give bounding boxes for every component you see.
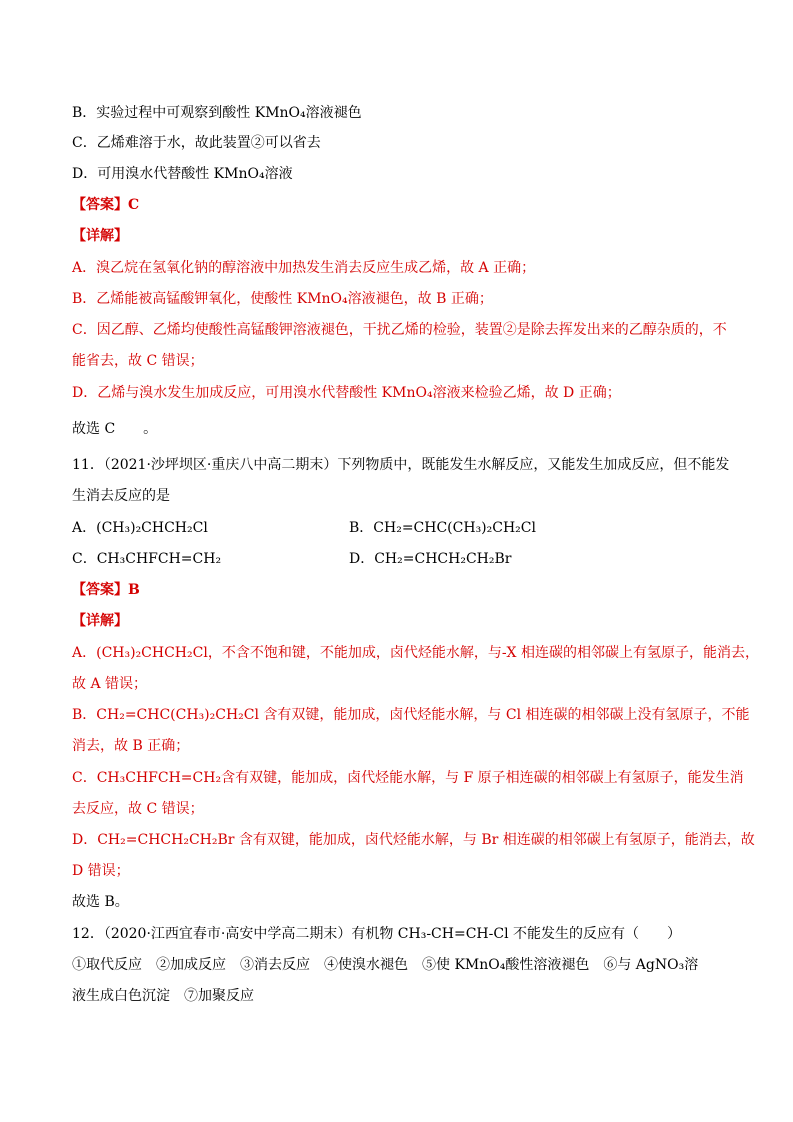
q11-option-a: A．(CH₃)₂CHCH₂Cl xyxy=(72,520,208,536)
q10-detail-heading: 【详解】 xyxy=(72,228,128,244)
q11-detail-heading: 【详解】 xyxy=(72,613,128,629)
q10-option-d: D．可用溴水代替酸性 KMnO₄溶液 xyxy=(72,166,293,182)
q10-conclusion: 故选 C 。 xyxy=(72,421,158,437)
q10-explain-c-line2: 能省去，故 C 错误； xyxy=(72,353,204,369)
q11-explain-b-line2: 消去，故 B 正确； xyxy=(72,738,190,754)
q11-option-d: D．CH₂=CHCH₂CH₂Br xyxy=(349,551,512,567)
q11-explain-d-line2: D 错误； xyxy=(72,863,130,879)
q11-option-b: B．CH₂=CHC(CH₃)₂CH₂Cl xyxy=(349,520,536,536)
q10-explain-c-line1: C．因乙醇、乙烯均使酸性高锰酸钾溶液褪色，干扰乙烯的检验，装置②是除去挥发出来的乙醇杂质的，不 xyxy=(72,322,727,338)
q12-options-line2: 液生成白色沉淀 ⑦加聚反应 xyxy=(72,988,254,1004)
q11-stem-line2: 生消去反应的是 xyxy=(72,488,170,504)
q11-explain-a-line1: A．(CH₃)₂CHCH₂Cl，不含不饱和键，不能加成，卤代烃能水解，与-X 相连碳的相邻碳上有氢原子，能消去， xyxy=(72,645,759,661)
q11-conclusion: 故选 B。 xyxy=(72,894,129,910)
q12-stem: 12．（2020·江西宜春市·高安中学高二期末）有机物 CH₃-CH=CH-Cl 不能发生的反应有（ ） xyxy=(72,926,681,942)
q11-explain-b-line1: B．CH₂=CHC(CH₃)₂CH₂Cl 含有双键，能加成，卤代烃能水解，与 Cl 相连碳的相邻碳上没有氢原子，不能 xyxy=(72,707,750,723)
q10-option-b: B．实验过程中可观察到酸性 KMnO₄溶液褪色 xyxy=(72,105,362,121)
q11-explain-a-line2: 故 A 错误； xyxy=(72,676,148,692)
q11-answer: 【答案】B xyxy=(72,582,140,598)
q11-option-c: C．CH₃CHFCH=CH₂ xyxy=(72,551,222,567)
q12-options-line1: ①取代反应 ②加成反应 ③消去反应 ④使溴水褪色 ⑤使 KMnO₄酸性溶液褪色 ⑥与 AgNO₃溶 xyxy=(72,957,699,973)
q10-answer: 【答案】C xyxy=(72,197,140,213)
q11-explain-d-line1: D．CH₂=CHCH₂CH₂Br 含有双键，能加成，卤代烃能水解，与 Br 相连碳的相邻碳上有氢原子，能消去，故 xyxy=(72,832,755,848)
q10-explain-a: A．溴乙烷在氢氧化钠的醇溶液中加热发生消去反应生成乙烯，故 A 正确； xyxy=(72,260,536,276)
q11-explain-c-line1: C．CH₃CHFCH=CH₂含有双键，能加成，卤代烃能水解，与 F 原子相连碳的相邻碳上有氢原子，能发生消 xyxy=(72,770,744,786)
q11-stem-line1: 11．（2021·沙坪坝区·重庆八中高二期末）下列物质中，既能发生水解反应，又能发生加成反应，但不能发 xyxy=(72,457,730,473)
q10-option-c: C．乙烯难溶于水，故此装置②可以省去 xyxy=(72,135,321,151)
q11-explain-c-line2: 去反应，故 C 错误； xyxy=(72,801,204,817)
q10-explain-b: B．乙烯能被高锰酸钾氧化，使酸性 KMnO₄溶液褪色，故 B 正确； xyxy=(72,291,493,307)
q10-explain-d: D．乙烯与溴水发生加成反应，可用溴水代替酸性 KMnO₄溶液来检验乙烯，故 D 正确； xyxy=(72,385,621,401)
